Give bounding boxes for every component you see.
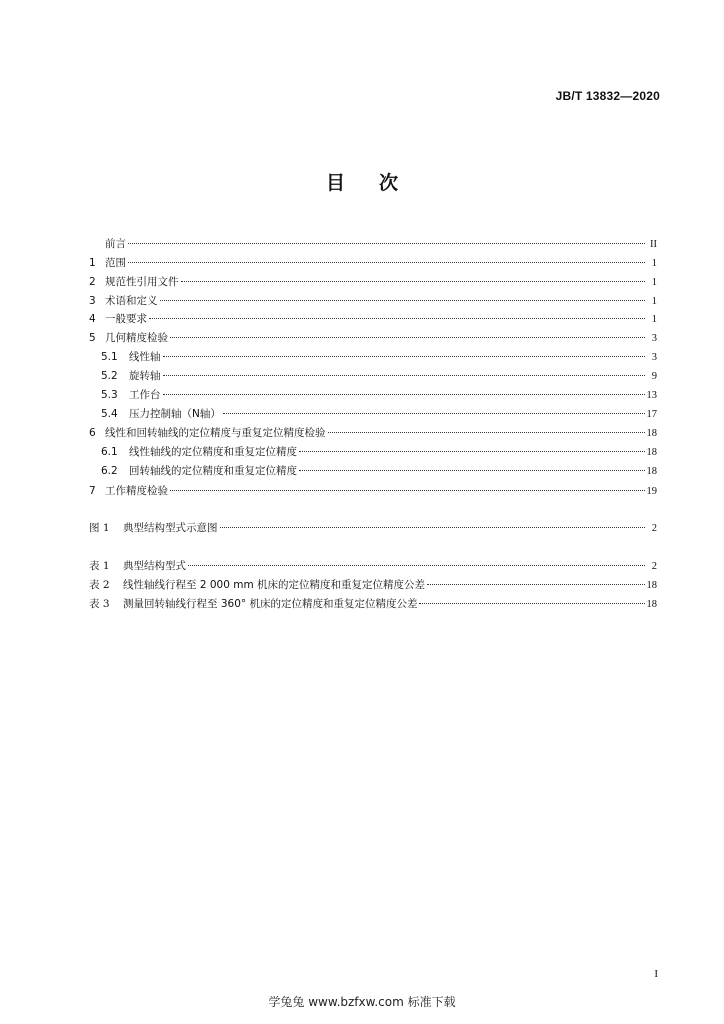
- toc-entry-number: 表 2: [89, 579, 110, 591]
- toc-entry-number: 2: [89, 276, 96, 288]
- toc-entry[interactable]: [101, 401, 657, 420]
- toc-entry-page: 18: [646, 428, 657, 439]
- toc-entry-number: 6.2: [101, 465, 118, 477]
- toc-entry[interactable]: [89, 306, 657, 325]
- toc-entry-page: 9: [651, 371, 657, 382]
- toc-entry[interactable]: [89, 250, 657, 269]
- toc-entry-number: 表 3: [89, 598, 110, 610]
- toc-dot-leader: [328, 420, 645, 436]
- toc-entry[interactable]: [101, 382, 657, 401]
- toc-dot-leader: [163, 363, 646, 379]
- page-number: I: [654, 968, 658, 980]
- toc-dot-leader: [163, 382, 645, 398]
- toc-dot-leader: [128, 250, 645, 266]
- toc-entry-title: 线性轴线的定位精度和重复定位精度: [129, 446, 297, 458]
- figure-list-entry[interactable]: [89, 515, 657, 534]
- toc-entry-page: 18: [646, 466, 657, 477]
- toc-dot-leader: [299, 458, 645, 474]
- toc-entry-title: 典型结构型式: [123, 560, 186, 572]
- toc-dot-leader: [223, 401, 645, 417]
- toc-entry-title: 线性轴线行程至 2 000 mm 机床的定位精度和重复定位精度公差: [123, 579, 426, 591]
- toc-dot-leader: [170, 478, 645, 494]
- toc-entry-title: 一般要求: [105, 313, 147, 325]
- toc-dot-leader: [181, 269, 646, 285]
- toc-entry-title: 线性和回转轴线的定位精度与重复定位精度检验: [105, 427, 326, 439]
- toc-entry-page: 19: [646, 486, 657, 497]
- toc-entry-page: 18: [646, 599, 657, 610]
- table-list-entry[interactable]: [89, 553, 657, 572]
- toc-entry-title: 几何精度检验: [105, 332, 168, 344]
- toc-entry[interactable]: [89, 288, 657, 307]
- toc-entry-page: 1: [651, 296, 657, 307]
- table-list-entry[interactable]: [89, 572, 657, 591]
- toc-entry-number: 1: [89, 257, 96, 269]
- toc-entry-number: 4: [89, 313, 96, 325]
- toc-entry-page: 1: [651, 277, 657, 288]
- toc-entry-title: 工作台: [129, 389, 161, 401]
- toc-entry-title: 规范性引用文件: [105, 276, 179, 288]
- toc-entry-page: II: [650, 239, 657, 250]
- toc-entry-number: 6: [89, 427, 96, 439]
- toc-entry-page: 17: [646, 409, 657, 420]
- toc-entry[interactable]: [101, 363, 657, 382]
- toc-entry-page: 13: [646, 390, 657, 401]
- toc-entry-page: 1: [651, 314, 657, 325]
- toc-entry-title: 回转轴线的定位精度和重复定位精度: [129, 465, 297, 477]
- toc-entry-page: 3: [651, 352, 657, 363]
- toc-dot-leader: [188, 553, 645, 569]
- toc-entry-title: 压力控制轴（N轴）: [129, 408, 221, 420]
- toc-entry-page: 2: [651, 561, 657, 572]
- toc-entry-title: 线性轴: [129, 351, 161, 363]
- toc-dot-leader: [170, 325, 645, 341]
- toc-entry-title: 术语和定义: [105, 295, 158, 307]
- toc-dot-leader: [220, 515, 646, 531]
- toc-entry-title: 典型结构型式示意图: [123, 522, 218, 534]
- toc-entry-number: 5.2: [101, 370, 118, 382]
- toc-dot-leader: [163, 344, 646, 360]
- toc-entry-number: 5.1: [101, 351, 118, 363]
- toc-dot-leader: [160, 288, 646, 304]
- toc-entry-page: 3: [651, 333, 657, 344]
- toc-entry-number: 5.4: [101, 408, 118, 420]
- toc-entry[interactable]: [89, 269, 657, 288]
- toc-entry[interactable]: [101, 344, 657, 363]
- toc-entry-number: 6.1: [101, 446, 118, 458]
- toc-entry-title: 范围: [105, 257, 126, 269]
- toc-entry-page: 1: [651, 258, 657, 269]
- toc-entry[interactable]: [89, 420, 657, 439]
- toc-dot-leader: [427, 572, 644, 588]
- toc-entry-number: 5.3: [101, 389, 118, 401]
- toc-entry-page: 18: [646, 447, 657, 458]
- toc-entry-title: 工作精度检验: [105, 485, 168, 497]
- document-code: JB/T 13832—2020: [555, 89, 660, 103]
- toc-entry-number: 3: [89, 295, 96, 307]
- toc-entry-page: 18: [646, 580, 657, 591]
- toc-entry-number: 图 1: [89, 522, 110, 534]
- toc-entry[interactable]: [101, 439, 657, 458]
- toc-entry[interactable]: [89, 231, 657, 250]
- page-title: 目次: [325, 172, 432, 194]
- table-list-entry[interactable]: [89, 591, 657, 610]
- toc-dot-leader: [419, 591, 644, 607]
- toc-dot-leader: [128, 231, 645, 247]
- toc-entry[interactable]: [89, 478, 657, 497]
- toc-entry-title: 测量回转轴线行程至 360° 机床的定位精度和重复定位精度公差: [123, 598, 418, 610]
- watermark-text: 学兔兔 www.bzfxw.com 标准下载: [268, 995, 456, 1009]
- toc-entry-number: 表 1: [89, 560, 110, 572]
- toc-dot-leader: [299, 439, 645, 455]
- toc-entry-title: 前言: [105, 238, 126, 250]
- toc-entry[interactable]: [101, 458, 657, 477]
- toc-dot-leader: [149, 306, 645, 322]
- toc-entry-number: 5: [89, 332, 96, 344]
- toc-entry[interactable]: [89, 325, 657, 344]
- toc-entry-page: 2: [651, 523, 657, 534]
- toc-entry-title: 旋转轴: [129, 370, 161, 382]
- toc-entry-number: 7: [89, 485, 96, 497]
